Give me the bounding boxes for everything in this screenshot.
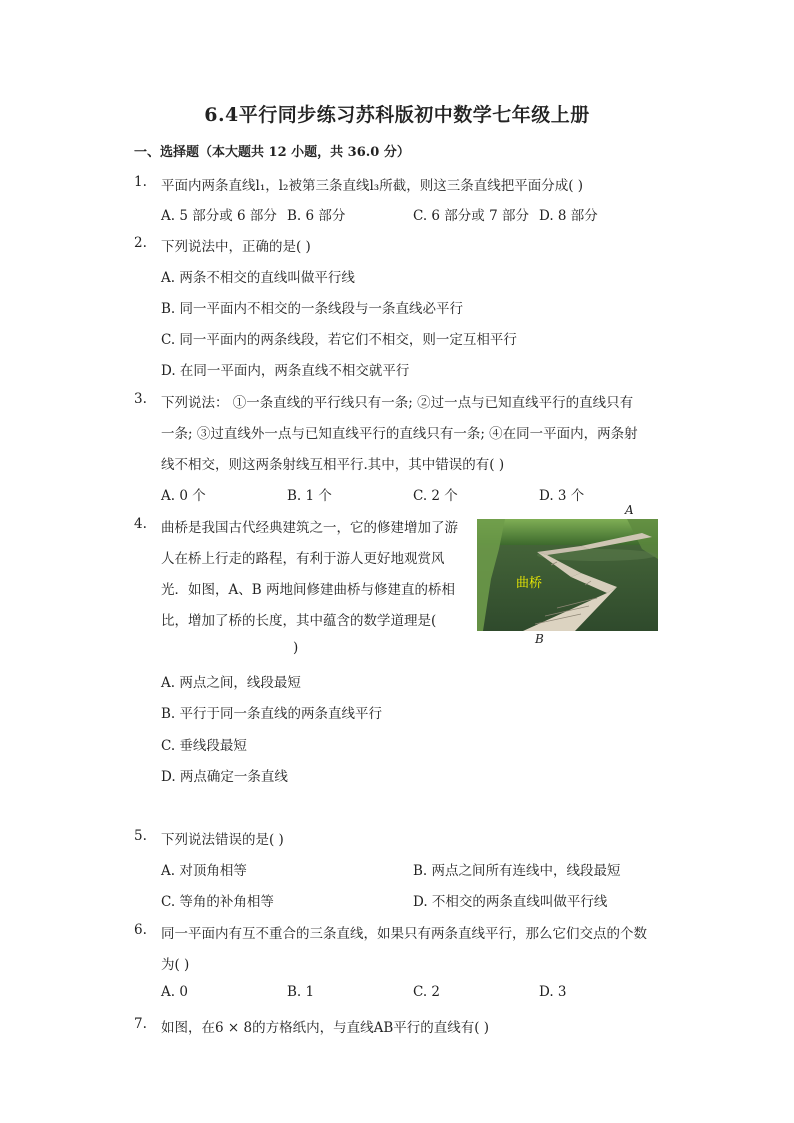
question-number: 4. xyxy=(134,516,147,532)
option-a: A. 0 个 xyxy=(161,488,206,504)
question-stem: 下列说法中，正确的是( ) xyxy=(161,239,311,255)
option-a: A. 0 xyxy=(161,984,188,1000)
option-a: A. 5 部分或 6 部分 xyxy=(161,208,277,224)
section-heading: 一、选择题（本大题共 12 小题，共 36.0 分） xyxy=(134,145,410,160)
figure-label-a: A xyxy=(625,503,634,517)
figure-label-b: B xyxy=(535,632,544,646)
option-c: C. 等角的补角相等 xyxy=(161,894,274,910)
option-d: D. 8 部分 xyxy=(539,208,598,224)
question-stem-line: 为( ) xyxy=(161,957,190,973)
question-stem-line: 光．如图，A、B 两地间修建曲桥与修建直的桥相 xyxy=(161,582,455,598)
question-stem-line: ) xyxy=(293,640,299,656)
bridge-photo xyxy=(477,519,658,631)
option-a: A. 两条不相交的直线叫做平行线 xyxy=(161,270,355,286)
option-b: B. 平行于同一条直线的两条直线平行 xyxy=(161,706,383,722)
option-c: C. 2 xyxy=(413,984,441,1000)
question-number: 1. xyxy=(134,174,147,190)
option-d: D. 两点确定一条直线 xyxy=(161,769,288,785)
question-stem-line: 比，增加了桥的长度，其中蕴含的数学道理是( xyxy=(161,613,437,629)
question-number: 6. xyxy=(134,922,147,938)
option-b: B. 同一平面内不相交的一条线段与一条直线必平行 xyxy=(161,301,464,317)
option-d: D. 3 xyxy=(539,984,567,1000)
page-title: 6.4平行同步练习苏科版初中数学七年级上册 xyxy=(204,104,590,126)
question-stem-line: 曲桥是我国古代经典建筑之一，它的修建增加了游 xyxy=(161,520,458,536)
option-a: A. 两点之间，线段最短 xyxy=(161,675,301,691)
question-number: 5. xyxy=(134,828,147,844)
option-b: B. 1 个 xyxy=(287,488,332,504)
option-d: D. 不相交的两条直线叫做平行线 xyxy=(413,894,608,910)
question-stem-line: 人在桥上行走的路程，有利于游人更好地观赏风 xyxy=(161,551,445,567)
option-b: B. 6 部分 xyxy=(287,208,346,224)
option-d: D. 在同一平面内，两条直线不相交就平行 xyxy=(161,363,410,379)
question-number: 3. xyxy=(134,391,147,407)
bridge-photo-illustration xyxy=(477,519,658,631)
option-b: B. 两点之间所有连线中，线段最短 xyxy=(413,863,621,879)
option-c: C. 同一平面内的两条线段，若它们不相交，则一定互相平行 xyxy=(161,332,517,348)
question-stem-line: 一条; ③过直线外一点与已知直线平行的直线只有一条; ④在同一平面内，两条射 xyxy=(161,426,638,442)
option-c: C. 2 个 xyxy=(413,488,458,504)
question-stem: 如图，在6 × 8的方格纸内，与直线AB平行的直线有( ) xyxy=(161,1020,490,1036)
option-a: A. 对顶角相等 xyxy=(161,863,247,879)
question-number: 7. xyxy=(134,1016,147,1032)
question-stem-line: 下列说法： ①一条直线的平行线只有一条; ②过一点与已知直线平行的直线只有 xyxy=(161,395,634,411)
question-stem: 下列说法错误的是( ) xyxy=(161,832,284,848)
option-d: D. 3 个 xyxy=(539,488,585,504)
question-stem-line: 线不相交，则这两条射线互相平行.其中，其中错误的有( ) xyxy=(161,457,505,473)
option-c: C. 垂线段最短 xyxy=(161,738,247,754)
figure-caption: 曲桥 xyxy=(516,576,543,591)
question-number: 2. xyxy=(134,235,147,251)
question-stem-line: 同一平面内有互不重合的三条直线，如果只有两条直线平行，那么它们交点的个数 xyxy=(161,926,647,942)
option-b: B. 1 xyxy=(287,984,315,1000)
question-stem: 平面内两条直线l₁，l₂被第三条直线l₃所截，则这三条直线把平面分成( ) xyxy=(161,178,584,194)
option-c: C. 6 部分或 7 部分 xyxy=(413,208,529,224)
